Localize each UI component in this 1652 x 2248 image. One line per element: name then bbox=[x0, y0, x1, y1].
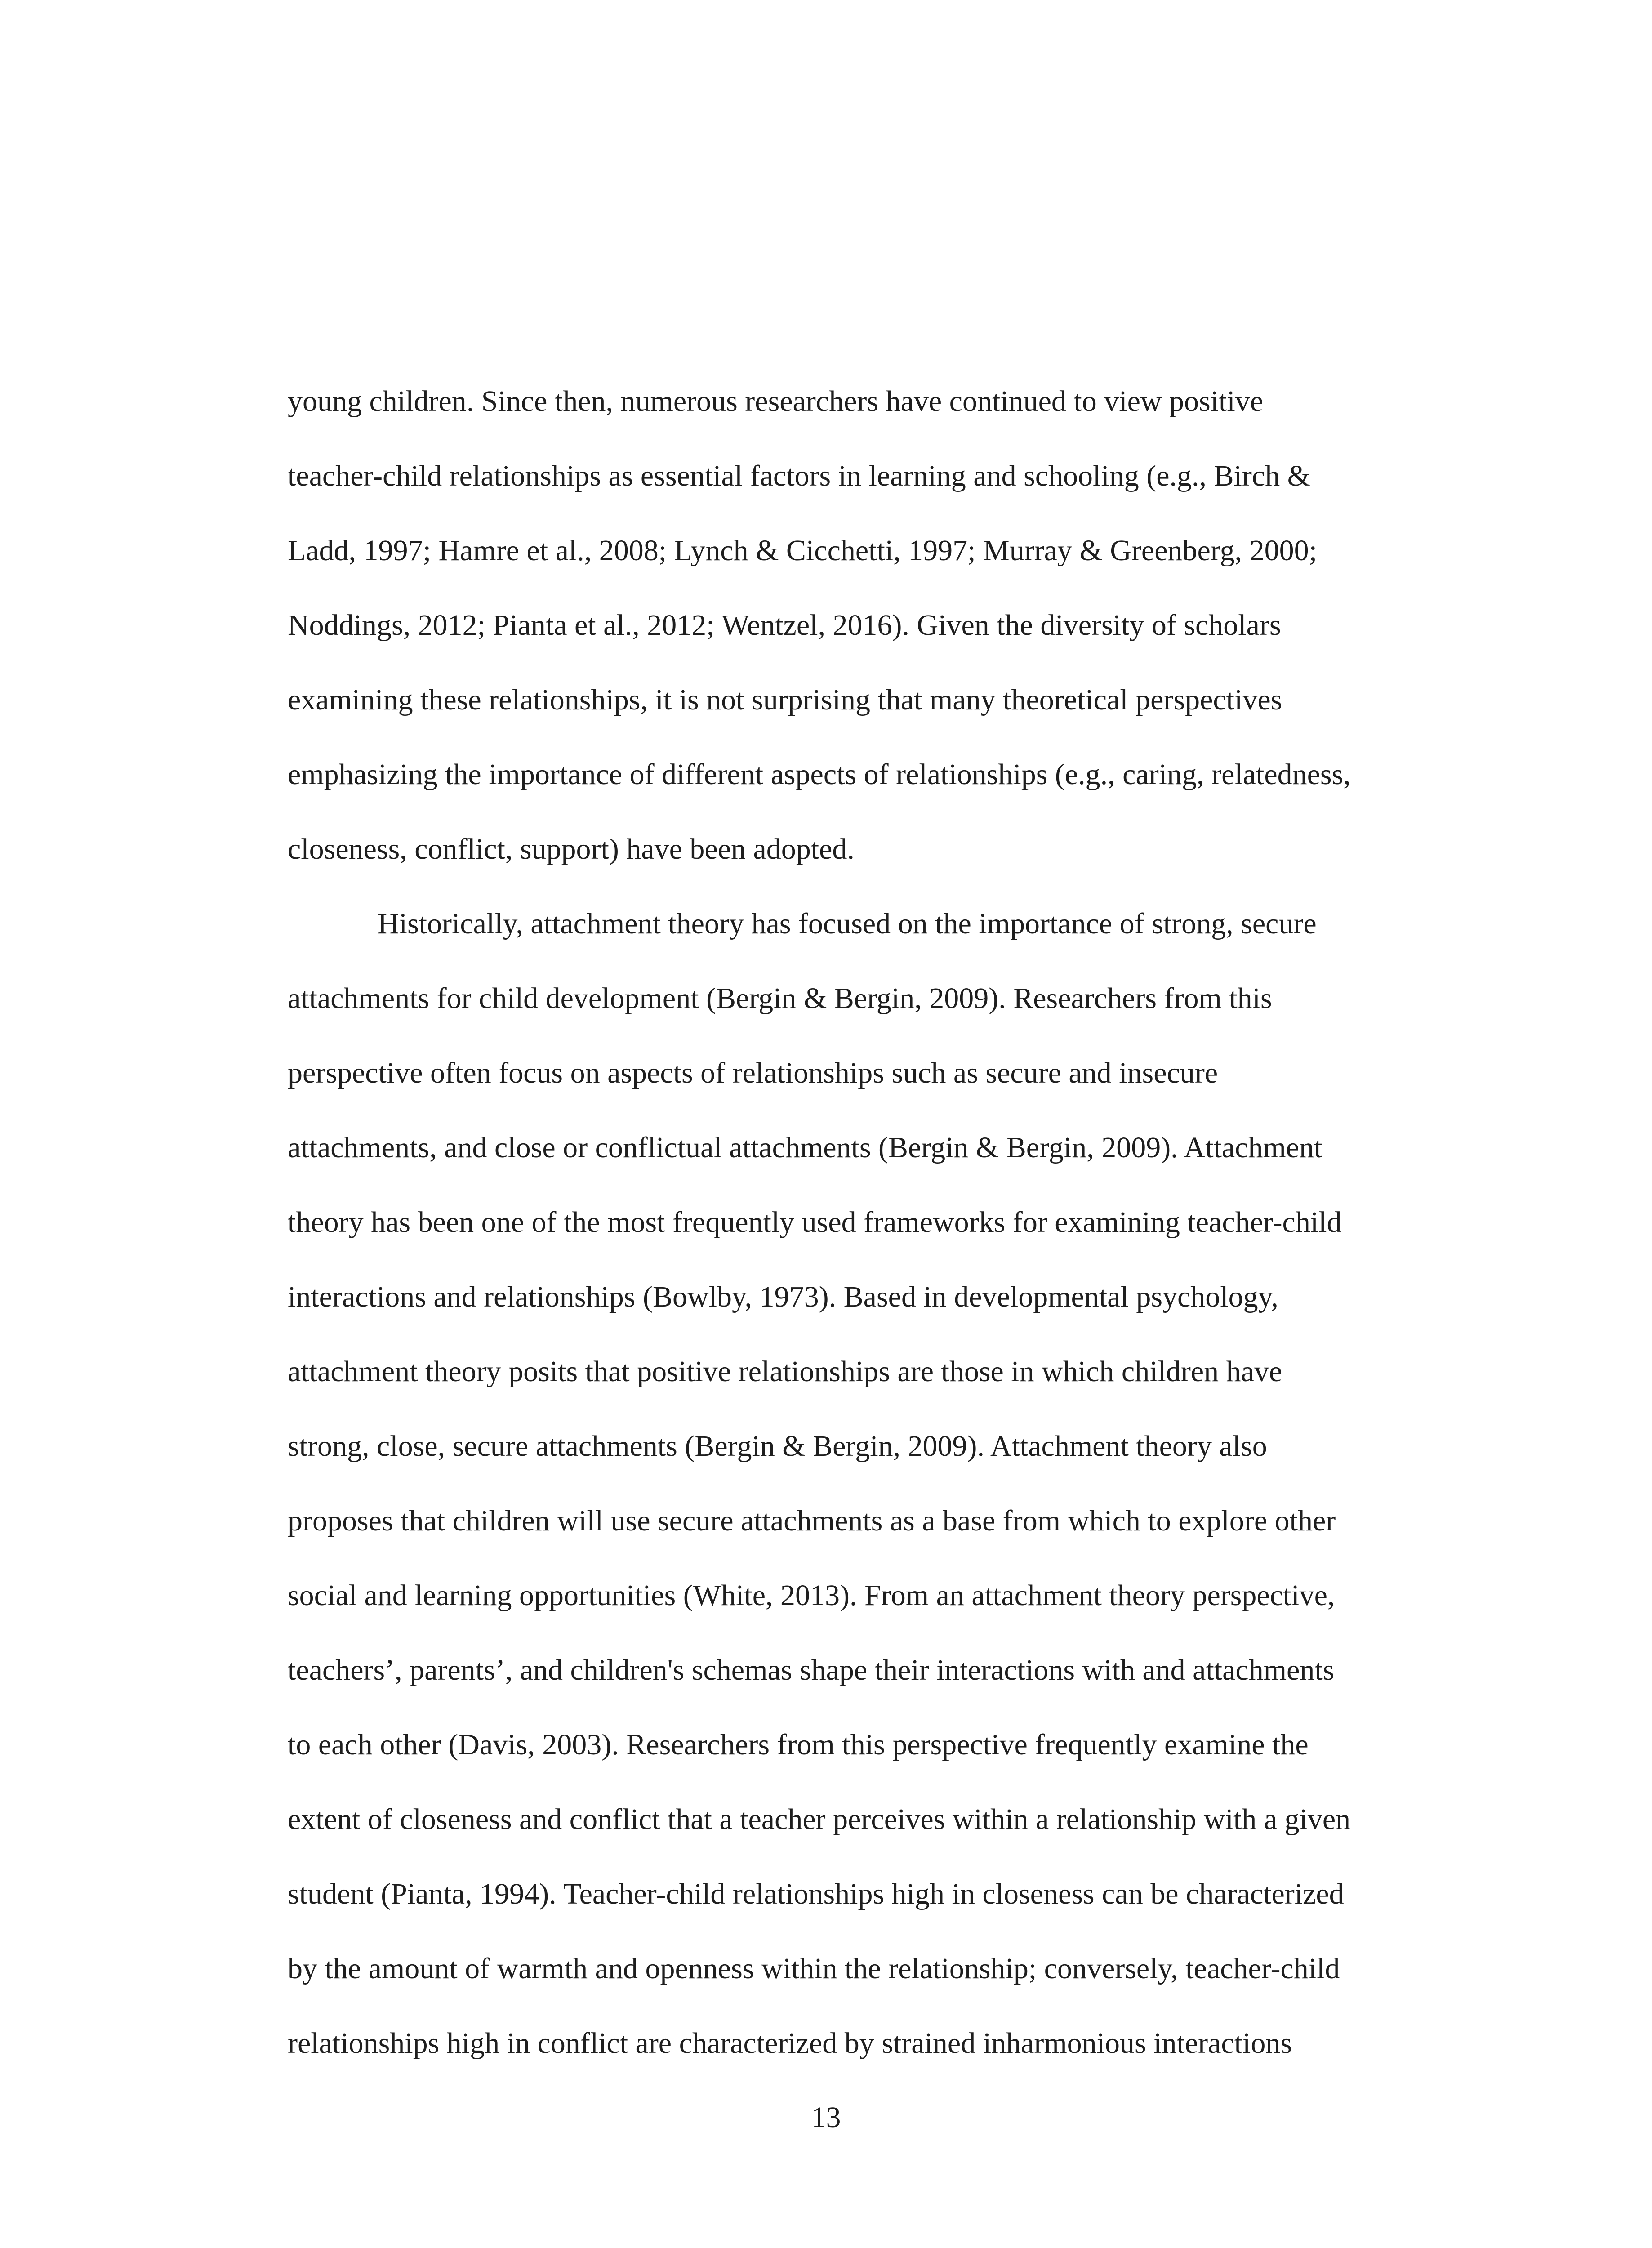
text-line: perspective often focus on aspects of relationships such as secure and insecure bbox=[288, 1057, 1218, 1089]
text-line: closeness, conflict, support) have been adopted. bbox=[288, 833, 855, 865]
body-text bbox=[288, 364, 1438, 2081]
page-number: 13 bbox=[811, 2101, 841, 2134]
text-line: student (Pianta, 1994). Teacher-child relationships high in closeness can be characterized bbox=[288, 1878, 1344, 1910]
text-line: attachments, and close or conflictual attachments (Bergin & Bergin, 2009). Attachment bbox=[288, 1131, 1322, 1164]
text-line: by the amount of warmth and openness within the relationship; conversely, teacher-child bbox=[288, 1952, 1340, 1985]
paragraph-first-line: Historically, attachment theory has focused on the importance of strong, secure bbox=[378, 907, 1317, 940]
text-line: teacher-child relationships as essential factors in learning and schooling (e.g., Birch & bbox=[288, 459, 1310, 492]
text-line: teachers’, parents’, and children's schemas shape their interactions with and attachments bbox=[288, 1654, 1335, 1686]
text-line: young children. Since then, numerous researchers have continued to view positive bbox=[288, 385, 1264, 418]
text-line: strong, close, secure attachments (Bergin & Bergin, 2009). Attachment theory also bbox=[288, 1430, 1267, 1463]
text-line: emphasizing the importance of different aspects of relationships (e.g., caring, relatedness, bbox=[288, 758, 1351, 791]
text-line: Ladd, 1997; Hamre et al., 2008; Lynch & Cicchetti, 1997; Murray & Greenberg, 2000; bbox=[288, 534, 1317, 567]
text-line: Noddings, 2012; Pianta et al., 2012; Wentzel, 2016). Given the diversity of scholars bbox=[288, 609, 1281, 642]
text-line: examining these relationships, it is not surprising that many theoretical perspectives bbox=[288, 683, 1282, 716]
text-line: theory has been one of the most frequently used frameworks for examining teacher-child bbox=[288, 1206, 1342, 1239]
text-line: social and learning opportunities (White, 2013). From an attachment theory perspective, bbox=[288, 1579, 1335, 1612]
text-line: interactions and relationships (Bowlby, 1973). Based in developmental psychology, bbox=[288, 1280, 1278, 1313]
text-line: attachments for child development (Bergin & Bergin, 2009). Researchers from this bbox=[288, 982, 1272, 1015]
text-line: proposes that children will use secure attachments as a base from which to explore other bbox=[288, 1504, 1336, 1537]
text-line: to each other (Davis, 2003). Researchers from this perspective frequently examine the bbox=[288, 1728, 1309, 1761]
text-line: attachment theory posits that positive relationships are those in which children have bbox=[288, 1355, 1282, 1388]
text-line: extent of closeness and conflict that a teacher perceives within a relationship with a given bbox=[288, 1803, 1351, 1836]
text-line: relationships high in conflict are characterized by strained inharmonious interactions bbox=[288, 2027, 1292, 2060]
